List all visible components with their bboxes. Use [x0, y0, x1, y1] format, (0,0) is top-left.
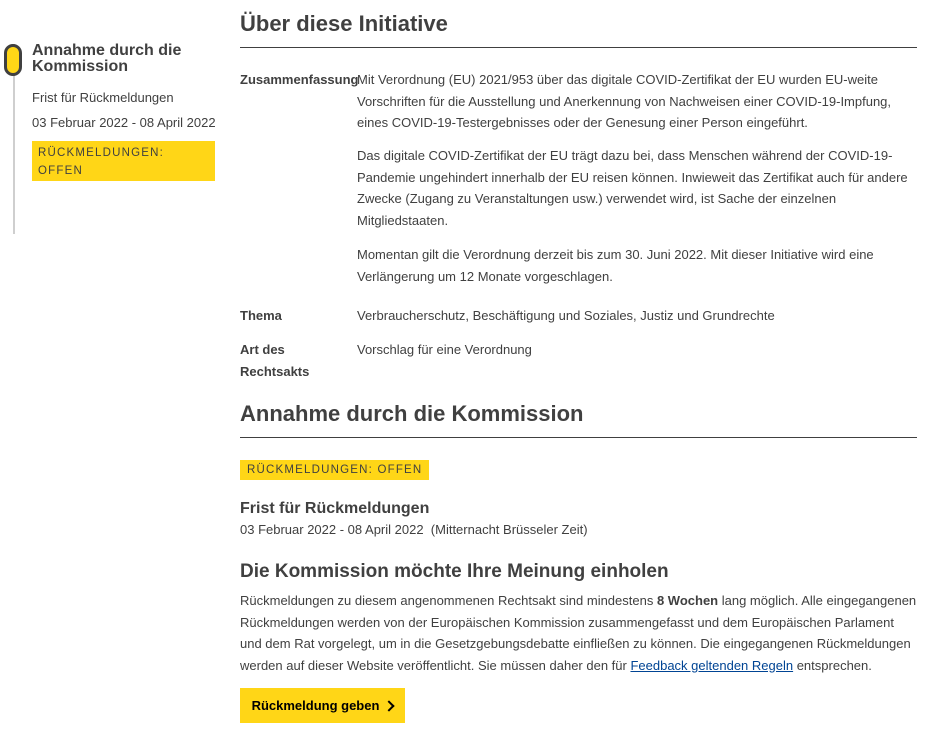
topic-value: Verbraucherschutz, Beschäftigung und Soziales, Justiz und Grundrechte — [357, 308, 775, 323]
feedback-rules-link[interactable]: Feedback geltenden Regeln — [630, 657, 794, 673]
deadline-dates: 03 Februar 2022 - 08 April 2022 (Mitternacht Brüsseler Zeit) — [240, 522, 588, 537]
timeline-dates: 03 Februar 2022 - 08 April 2022 — [32, 115, 216, 130]
opinion-text-part: Rückmeldungen zu diesem angenommenen Rechtsakt sind mindestens — [240, 593, 657, 608]
chevron-right-icon — [384, 700, 395, 711]
opinion-text — [240, 590, 917, 676]
summary-paragraph-2: Das digitale COVID-Zertifikat der EU trägt dazu bei, dass Menschen während der COVID-19-Pandemie ungehindert innerhalb der EU reisen können. Inwieweit das Zertifikat auch für andere Zwecke (Zugang zu Veranstaltungen usw.) verwendet wird, ist Sache der einzelnen Mitgliedstaaten. — [357, 148, 908, 228]
give-feedback-button[interactable] — [240, 688, 405, 723]
summary-paragraph-3: Momentan gilt die Verordnung derzeit bis zum 30. Juni 2022. Mit dieser Initiative wird eine Verlängerung um 12 Monate vorgeschlagen. — [357, 247, 874, 284]
give-feedback-label: Rückmeldung geben — [251, 698, 380, 713]
opinion-text-part: entsprechen. — [793, 657, 872, 673]
deadline-title: Frist für Rückmeldungen — [240, 500, 430, 517]
feedback-status-badge: RÜCKMELDUNGEN: OFFEN — [240, 460, 429, 480]
adoption-heading: Annahme durch die Kommission — [240, 401, 917, 438]
summary-label: Zusammenfassung — [240, 72, 359, 87]
timeline-stage-title: Annahme durch die Kommission — [32, 42, 182, 75]
timeline-current-stage-icon — [4, 44, 22, 76]
summary-paragraph-1: Mit Verordnung (EU) 2021/953 über das digitale COVID-Zertifikat der EU wurden EU-weite Vorschriften für die Ausstellung und Anerkennung von Nachweisen einer COVID-19-Impfung, eines COVID-19-Testergebnisses oder der Genesung einer Person eingeführt. — [357, 72, 892, 130]
opinion-text-part: lang möglich. Alle eingegangenen Rückmeldungen werden von der Europäischen Kommission zusammengefasst und dem Europäischen Parlament und dem Rat vorgelegt, um in die Gesetzgebungsdebatte einfließen zu können. Die eingegangenen Rückmeldungen werden auf dieser Website veröffentlicht. Sie müssen daher den für — [240, 593, 917, 673]
act-type-value: Vorschlag für eine Verordnung — [357, 342, 532, 357]
topic-label: Thema — [240, 308, 282, 323]
timeline-deadline-label: Frist für Rückmeldungen — [32, 90, 174, 105]
timeline-sidebar — [0, 0, 230, 744]
timeline-status-badge: RÜCKMELDUNGEN: OFFEN — [32, 141, 215, 181]
opinion-title: Die Kommission möchte Ihre Meinung einholen — [240, 561, 669, 582]
opinion-duration: 8 Wochen — [656, 593, 719, 608]
about-heading: Über diese Initiative — [240, 11, 917, 48]
act-type-label: Art des Rechtsakts — [240, 342, 310, 379]
